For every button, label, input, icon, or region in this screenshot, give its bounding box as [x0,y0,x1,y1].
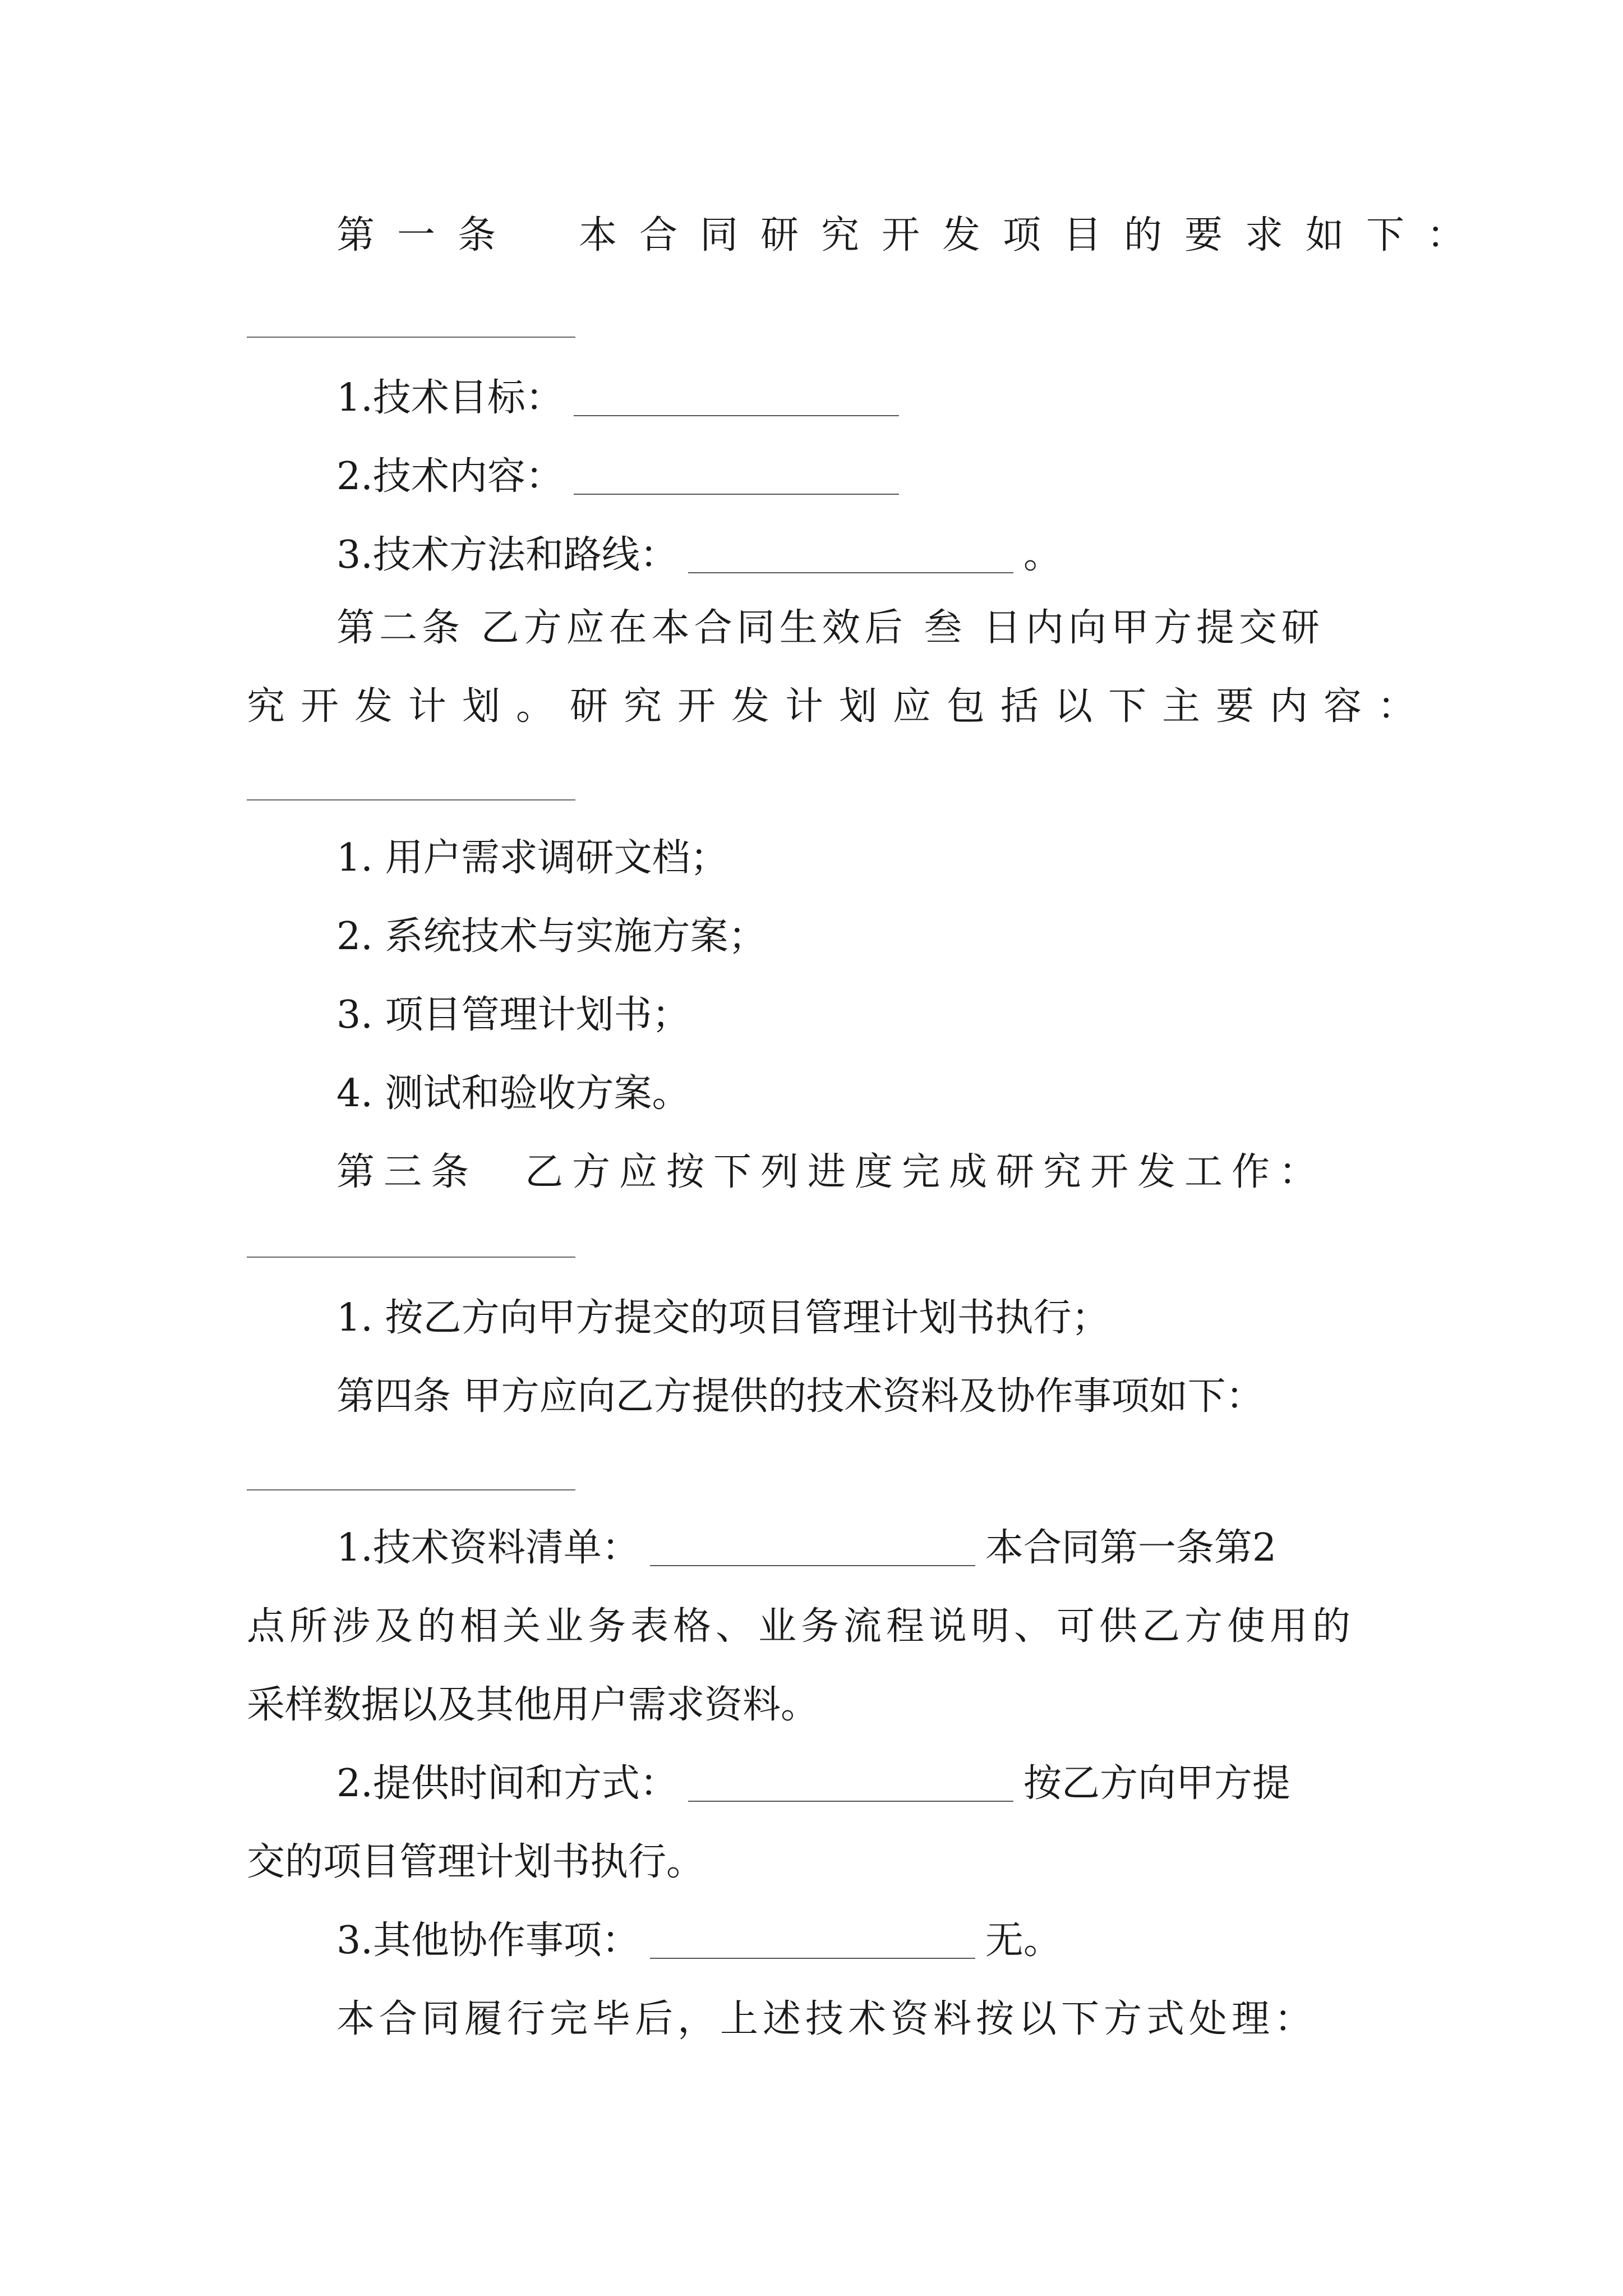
item-suffix: 。 [1023,533,1062,577]
heading-underline [247,799,575,800]
item-label: 2.提供时间和方式： [336,1761,678,1806]
article-4-item-2 [336,1756,1290,1812]
article-1-item-3 [336,527,1062,583]
heading-underline [247,1489,575,1490]
heading-underline [247,337,575,338]
fill-in-blank[interactable] [574,415,899,416]
item-value: 本合同第一条第2 [985,1526,1277,1570]
article-4-item-1-line-2: 点所涉及的相关业务表格、业务流程说明、可供乙方使用的 [247,1604,1355,1649]
fill-in-blank[interactable] [650,1958,975,1959]
fill-in-blank[interactable] [688,572,1013,573]
article-2-line-2: 究开发计划。研究开发计划应包括以下主要内容： [247,684,1432,729]
item-label: 2.技术内容： [336,454,564,499]
item-label: 1.技术资料清单： [336,1526,640,1570]
article-4-item-1 [336,1520,1276,1576]
article-2-item-3: 3. 项目管理计划书； [336,993,690,1037]
article-2-item-4: 4. 测试和验收方案。 [336,1071,690,1116]
article-3-heading: 第三条 乙方应按下列进度完成研究开发工作： [336,1150,1326,1194]
article-1-item-1 [336,370,909,426]
article-2-line-1: 第二条 乙方应在本合同生效后 叁 日内向甲方提交研 [336,606,1324,650]
fill-in-blank[interactable] [688,1801,1013,1802]
article-4-heading: 第四条 甲方应向乙方提供的技术资料及协作事项如下： [336,1374,1264,1419]
article-1-heading: 第一条 本合同研究开发项目的要求如下： [336,213,1488,257]
item-label: 3.其他协作事项： [336,1918,640,1963]
fill-in-blank[interactable] [650,1565,975,1566]
article-4-item-3 [336,1913,1062,1969]
article-1-item-2 [336,449,909,505]
item-label: 3.技术方法和路线： [336,533,678,577]
item-label: 1.技术目标： [336,376,564,420]
item-value: 无。 [985,1918,1062,1963]
article-2-item-2: 2. 系统技术与实施方案； [336,914,767,959]
article-4-item-1-line-3: 采样数据以及其他用户需求资料。 [247,1683,819,1727]
heading-underline [247,1257,575,1258]
fill-in-blank[interactable] [574,494,899,495]
article-2-item-1: 1. 用户需求调研文档； [336,836,728,880]
article-4-item-2-line-2: 交的项目管理计划书执行。 [247,1840,705,1884]
article-4-closing: 本合同履行完毕后，上述技术资料按以下方式处理： [336,1997,1317,2041]
item-value: 按乙方向甲方提 [1023,1761,1290,1806]
article-3-item-1: 1. 按乙方向甲方提交的项目管理计划书执行； [336,1296,1110,1340]
